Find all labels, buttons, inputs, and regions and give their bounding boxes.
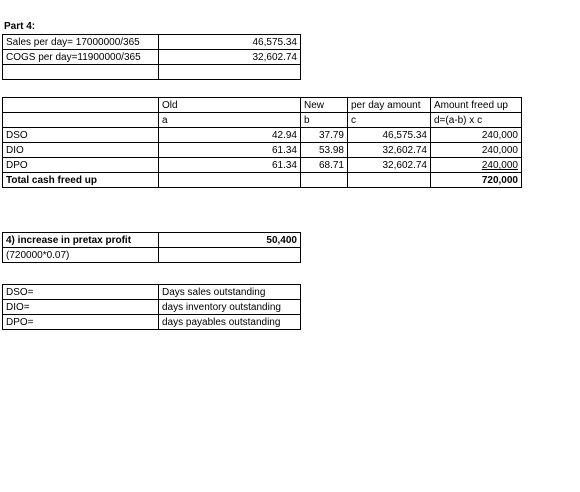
empty-cell[interactable]: [301, 173, 348, 188]
table-row: [3, 65, 301, 80]
pretax-profit-label[interactable]: 4) increase in pretax profit: [3, 233, 159, 248]
row-label-dio[interactable]: DIO: [3, 143, 159, 158]
table-row: [3, 50, 301, 65]
dpo-freed-value: 240,000: [481, 160, 518, 171]
header-new[interactable]: New: [301, 98, 348, 113]
definition-term[interactable]: DPO=: [3, 315, 159, 330]
definition-term[interactable]: DIO=: [3, 300, 159, 315]
table-row: [3, 315, 301, 330]
header-per-day-amount[interactable]: per day amount: [348, 98, 431, 113]
definitions-table: [2, 284, 301, 330]
table-row: [3, 35, 301, 50]
subheader-d[interactable]: d=(a-b) x c: [431, 113, 522, 128]
sales-per-day-label[interactable]: Sales per day= 17000000/365: [3, 35, 159, 50]
header-old[interactable]: Old: [159, 98, 301, 113]
cogs-per-day-value[interactable]: 32,602.74: [159, 50, 301, 65]
dso-new[interactable]: 37.79: [301, 128, 348, 143]
empty-cell[interactable]: [348, 173, 431, 188]
table-row: [3, 285, 301, 300]
table-row: [3, 233, 301, 248]
table-header-row: [3, 98, 522, 113]
pretax-profit-formula[interactable]: (720000*0.07): [3, 248, 159, 263]
total-label[interactable]: Total cash freed up: [3, 173, 159, 188]
table-row: [3, 158, 522, 173]
subheader-c[interactable]: c: [348, 113, 431, 128]
dpo-new[interactable]: 68.71: [301, 158, 348, 173]
dpo-old[interactable]: 61.34: [159, 158, 301, 173]
table-row: [3, 300, 301, 315]
pretax-profit-table: [2, 232, 301, 263]
table-row: [3, 128, 522, 143]
subheader-a[interactable]: a: [159, 113, 301, 128]
header-amount-freed-up[interactable]: Amount freed up: [431, 98, 522, 113]
cash-freed-table: [2, 97, 522, 188]
empty-cell[interactable]: [159, 173, 301, 188]
dpo-per-day[interactable]: 32,602.74: [348, 158, 431, 173]
definition-meaning[interactable]: days payables outstanding: [159, 315, 301, 330]
definition-term[interactable]: DSO=: [3, 285, 159, 300]
table-row: [3, 248, 301, 263]
total-row: [3, 173, 522, 188]
dio-freed[interactable]: 240,000: [431, 143, 522, 158]
sales-per-day-value[interactable]: 46,575.34: [159, 35, 301, 50]
dso-old[interactable]: 42.94: [159, 128, 301, 143]
empty-cell[interactable]: [159, 248, 301, 263]
table-row: [3, 143, 522, 158]
dso-per-day[interactable]: 46,575.34: [348, 128, 431, 143]
per-day-table: [2, 34, 301, 80]
dio-old[interactable]: 61.34: [159, 143, 301, 158]
total-value[interactable]: 720,000: [431, 173, 522, 188]
part-title: Part 4:: [4, 21, 36, 32]
dio-new[interactable]: 53.98: [301, 143, 348, 158]
dpo-freed[interactable]: [431, 158, 522, 173]
subheader-cell-empty[interactable]: [3, 113, 159, 128]
definition-meaning[interactable]: Days sales outstanding: [159, 285, 301, 300]
dio-per-day[interactable]: 32,602.74: [348, 143, 431, 158]
empty-cell[interactable]: [159, 65, 301, 80]
table-subheader-row: [3, 113, 522, 128]
subheader-b[interactable]: b: [301, 113, 348, 128]
row-label-dpo[interactable]: DPO: [3, 158, 159, 173]
empty-cell[interactable]: [3, 65, 159, 80]
row-label-dso[interactable]: DSO: [3, 128, 159, 143]
cogs-per-day-label[interactable]: COGS per day=11900000/365: [3, 50, 159, 65]
definition-meaning[interactable]: days inventory outstanding: [159, 300, 301, 315]
dso-freed[interactable]: 240,000: [431, 128, 522, 143]
header-cell-empty[interactable]: [3, 98, 159, 113]
pretax-profit-value[interactable]: 50,400: [159, 233, 301, 248]
